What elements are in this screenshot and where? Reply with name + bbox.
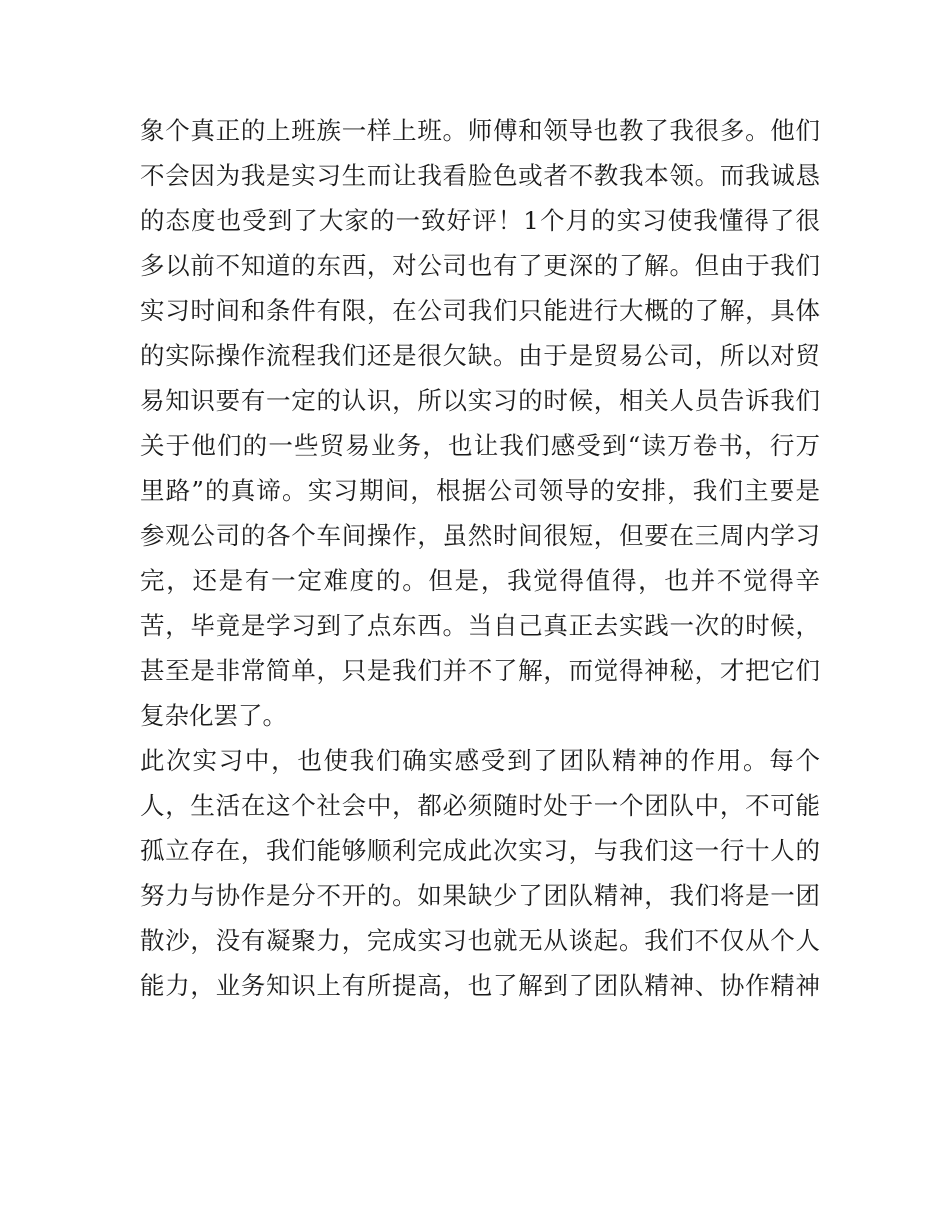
text-line: 关于他们的一些贸易业务，也让我们感受到“读万卷书，行万 [140,431,820,460]
text-line: 苦，毕竟是学习到了点东西。当自己真正去实践一次的时候， [140,611,820,640]
text-line: 人，生活在这个社会中，都必须随时处于一个团队中，不可能 [140,791,820,820]
text-line: 能力，业务知识上有所提高，也了解到了团队精神、协作精神 [140,971,820,1000]
text-line: 易知识要有一定的认识，所以实习的时候，相关人员告诉我们 [140,386,820,415]
text-line: 象个真正的上班族一样上班。师傅和领导也教了我很多。他们 [140,116,820,145]
text-line: 实习时间和条件有限，在公司我们只能进行大概的了解，具体 [140,296,820,325]
body-text [140,108,820,1008]
text-line: 参观公司的各个车间操作，虽然时间很短，但要在三周内学习 [140,521,820,550]
paragraph-2 [140,738,820,1008]
text-line: 的实际操作流程我们还是很欠缺。由于是贸易公司，所以对贸 [140,341,820,370]
text-line: 孤立存在，我们能够顺利完成此次实习，与我们这一行十人的 [140,836,820,865]
text-line: 散沙，没有凝聚力，完成实习也就无从谈起。我们不仅从个人 [140,926,820,955]
paragraph-1 [140,108,820,738]
text-line: 此次实习中，也使我们确实感受到了团队精神的作用。每个 [140,746,820,775]
text-line: 的态度也受到了大家的一致好评！1个月的实习使我懂得了很 [140,206,820,235]
text-line: 里路”的真谛。实习期间，根据公司领导的安排，我们主要是 [140,476,820,505]
text-line: 不会因为我是实习生而让我看脸色或者不教我本领。而我诚恳 [140,161,820,190]
text-line: 努力与协作是分不开的。如果缺少了团队精神，我们将是一团 [140,881,820,910]
text-line: 复杂化罢了。 [140,701,287,730]
text-line: 多以前不知道的东西，对公司也有了更深的了解。但由于我们 [140,251,820,280]
text-line: 甚至是非常简单，只是我们并不了解，而觉得神秘，才把它们 [140,656,820,685]
text-line: 完，还是有一定难度的。但是，我觉得值得，也并不觉得辛 [140,566,820,595]
